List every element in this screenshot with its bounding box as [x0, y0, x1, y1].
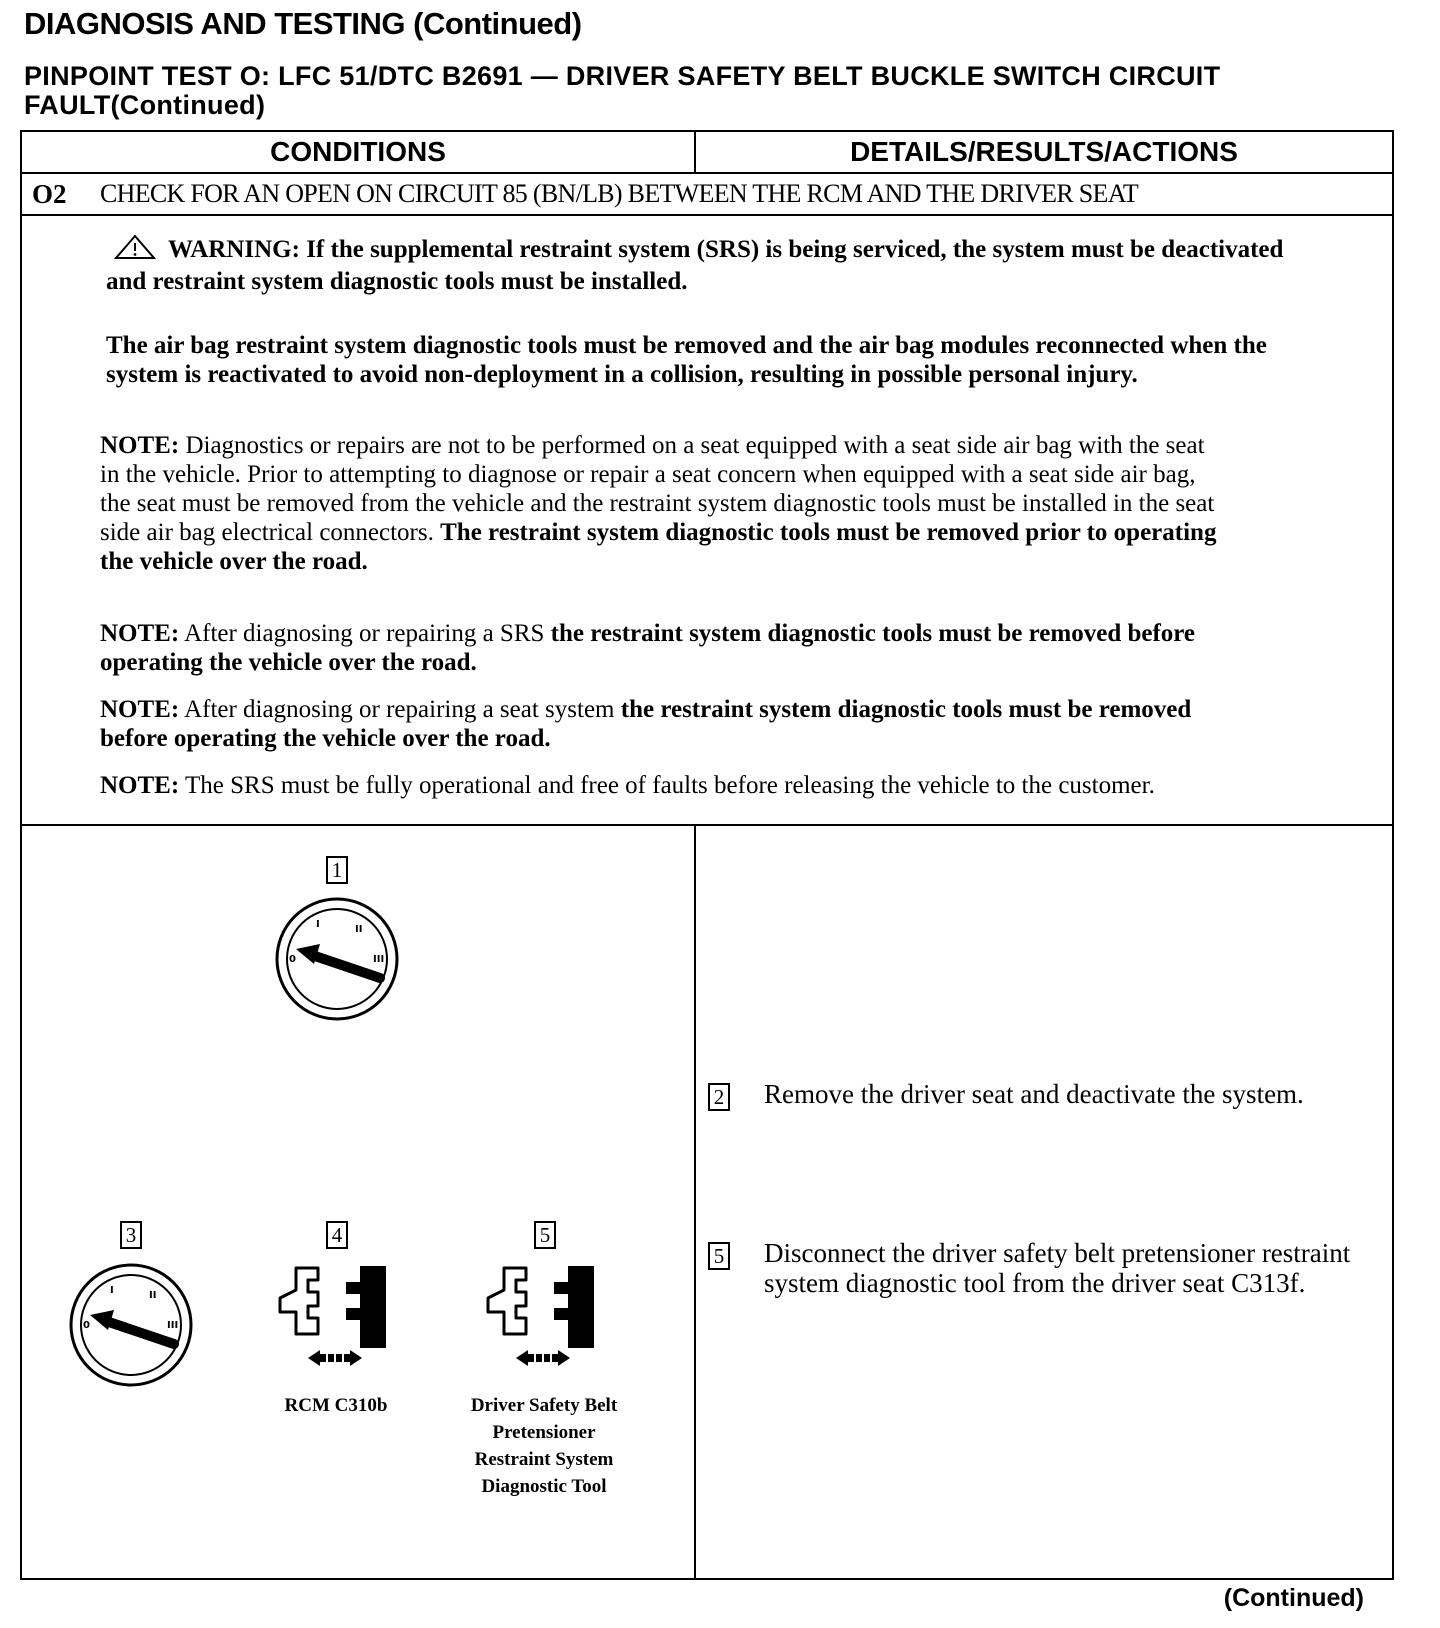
note-srs-operational — [100, 771, 1220, 800]
page-header — [24, 4, 1404, 120]
note-2-text: After diagnosing or repairing a SRS — [184, 620, 545, 647]
details-actions-cell — [696, 826, 1392, 1578]
note-3-bold-text: the restraint system diagnostic tools must be removed before operating the vehicle over the road. — [100, 696, 1192, 752]
ignition-switch-off-icon-2 — [66, 1260, 196, 1390]
figure-3-number: 3 — [120, 1221, 142, 1249]
continued-label: (Continued) — [1223, 1584, 1364, 1612]
figure-4-number: 4 — [326, 1221, 348, 1249]
step-title: CHECK FOR AN OPEN ON CIRCUIT 85 (BN/LB) BETWEEN THE RCM AND THE DRIVER SEAT — [100, 179, 1139, 208]
figure-5-number: 5 — [534, 1221, 556, 1249]
figure-4-caption: RCM C310b — [284, 1395, 388, 1416]
ignition-2-mark-0: 0 — [83, 1320, 90, 1331]
ignition-2-mark-1: I — [110, 1285, 114, 1296]
note-4-label: NOTE: — [100, 772, 180, 799]
note-2-bold-text: the restraint system diagnostic tools must be removed before operating the vehicle over the road. — [100, 620, 1196, 676]
note-1-bold-text: The restraint system diagnostic tools must be removed prior to operating the vehicle over the road. — [100, 519, 1217, 575]
ignition-2-mark-2: II — [149, 1290, 157, 1301]
column-header-details: DETAILS/RESULTS/ACTIONS — [850, 136, 1238, 167]
ignition-mark-3: III — [373, 954, 385, 965]
note-seat-system-repair — [100, 695, 1220, 753]
note-1-text: Diagnostics or repairs are not to be performed on a seat equipped with a seat side air bag with the seat in the vehicle. Prior to attempting to diagnose or repair a seat concern when equipped with a seat side air bag, the seat must be removed from the vehicle and the restraint system diagnostic tools must be installed in the seat side air bag electrical connectors. — [100, 432, 1215, 546]
step-row — [22, 174, 1392, 216]
figure-5-caption-line-3: Restraint System — [474, 1449, 614, 1470]
section-title: DIAGNOSIS AND TESTING (Continued) — [24, 6, 582, 41]
action-2-text: Remove the driver seat and deactivate the system. — [764, 1079, 1304, 1109]
figures-conditions-cell — [22, 826, 696, 1578]
connector-disconnect-icon — [270, 1262, 400, 1372]
note-3-text: After diagnosing or repairing a seat system — [184, 696, 615, 723]
action-5-number: 5 — [708, 1242, 730, 1270]
pinpoint-test-table — [20, 130, 1394, 1580]
ignition-mark-2: II — [355, 924, 363, 935]
figures-actions-row — [22, 826, 1392, 1578]
figure-1-number: 1 — [326, 856, 348, 884]
figure-5-caption-line-1: Driver Safety Belt — [470, 1395, 618, 1416]
pinpoint-test-title: PINPOINT TEST O: LFC 51/DTC B2691 — DRIVER SAFETY BELT BUCKLE SWITCH CIRCUIT FAULT(Continued) — [24, 61, 1221, 120]
step-number: O2 — [32, 179, 67, 209]
warning-triangle-icon — [114, 234, 156, 267]
ignition-mark-1: I — [316, 919, 320, 930]
column-header-conditions: CONDITIONS — [22, 132, 696, 172]
note-2-label: NOTE: — [100, 620, 180, 647]
warnings-notes-section — [22, 216, 1392, 826]
note-3-label: NOTE: — [100, 696, 180, 723]
table-header-row — [22, 132, 1392, 174]
note-seat-side-airbag — [100, 431, 1220, 576]
connector-disconnect-icon-2 — [478, 1262, 608, 1372]
action-5-text: Disconnect the driver safety belt pretensioner restraint system diagnostic tool from the driver seat C313f. — [764, 1238, 1351, 1298]
figure-5-caption-line-4: Diagnostic Tool — [481, 1476, 607, 1497]
warning-srs-service — [106, 234, 1316, 296]
warning-airbag-tools: The air bag restraint system diagnostic tools must be removed and the air bag modules reconnected when the system is reactivated to avoid non-deployment in a collision, resulting in possible personal injury. — [106, 332, 1267, 388]
note-srs-repair — [100, 619, 1220, 677]
ignition-mark-0: 0 — [289, 954, 296, 965]
ignition-switch-off-icon — [272, 894, 402, 1024]
figure-5-caption-line-2: Pretensioner — [492, 1422, 596, 1443]
warning-1-text: WARNING: If the supplemental restraint system (SRS) is being serviced, the system must be deactivated and restraint system diagnostic tools must be installed. — [106, 236, 1284, 295]
note-4-text: The SRS must be fully operational and free of faults before releasing the vehicle to the customer. — [185, 772, 1155, 799]
action-2-number: 2 — [708, 1083, 730, 1111]
ignition-2-mark-3: III — [167, 1320, 179, 1331]
figure-5-caption — [454, 1392, 634, 1500]
note-1-label: NOTE: — [100, 432, 180, 459]
